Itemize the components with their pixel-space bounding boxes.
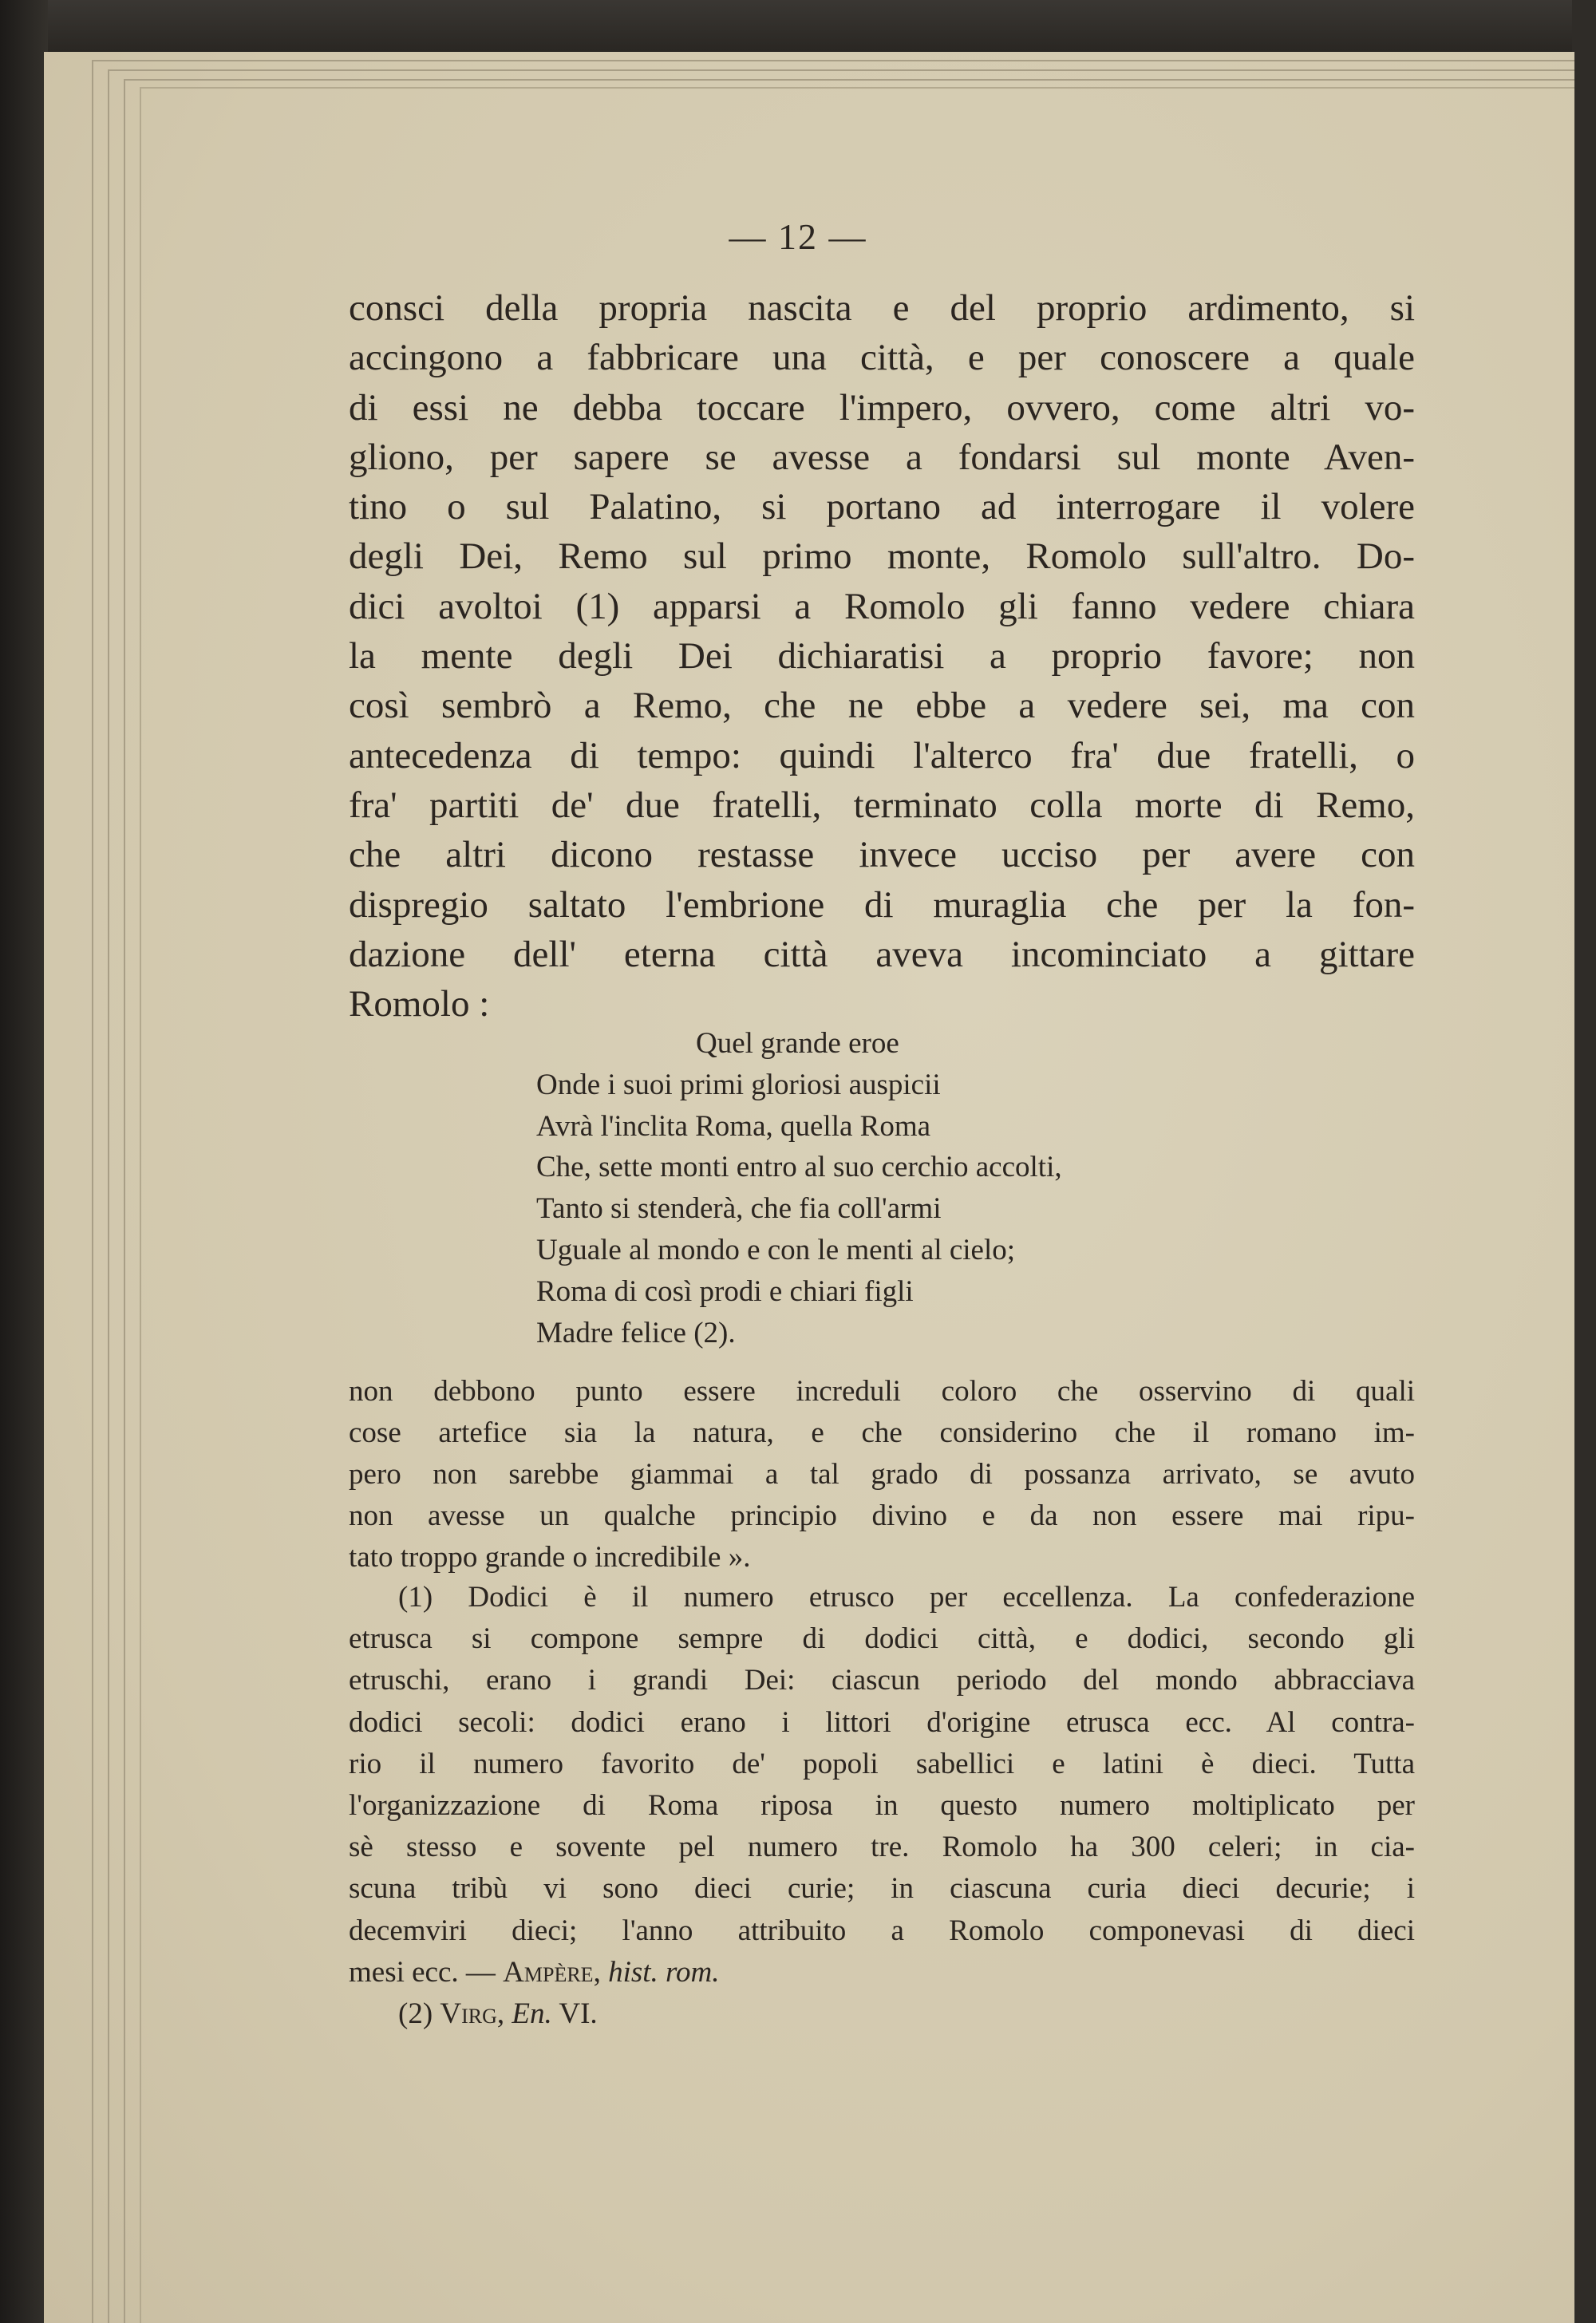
- verse-line: Uguale al mondo e con le menti al cielo;: [536, 1233, 1016, 1266]
- text-line: dazione dell' eterna città aveva incominciato a gittare: [349, 933, 1415, 975]
- verse-line: Tanto si stenderà, che fia coll'armi: [536, 1192, 942, 1226]
- book-binding-left: [0, 0, 48, 2323]
- text-line: fra' partiti de' due fratelli, terminato colla morte di Remo,: [349, 784, 1415, 826]
- page-number: — 12 —: [729, 216, 867, 257]
- citation-work: hist. rom.: [608, 1955, 720, 1989]
- text-line: di essi ne debba toccare l'impero, ovvero, come altri vo-: [349, 386, 1415, 429]
- text-line: antecedenza di tempo: quindi l'alterco fra' due fratelli, o: [349, 734, 1415, 776]
- citation-separator: ,: [593, 1955, 609, 1989]
- footnote-1-last-line: [349, 1952, 1415, 1993]
- text-line: pero non sarebbe giammai a tal grado di possanza arrivato, se avuto: [349, 1458, 1415, 1491]
- verse-line: Roma di così prodi e chiari figli: [536, 1274, 914, 1308]
- footnote-1: [349, 1577, 1415, 1952]
- citation-work: En.: [512, 1997, 552, 2031]
- verse-line: Onde i suoi primi gloriosi auspicii: [536, 1068, 941, 1101]
- text-line: non avesse un qualche principio divino e da non essere mai ripu-: [349, 1499, 1415, 1532]
- text-line: non debbono punto essere increduli coloro che osservino di quali: [349, 1375, 1415, 1408]
- text-line: accingono a fabbricare una città, e per conoscere a quale: [349, 337, 1415, 379]
- verse-line: Che, sette monti entro al suo cerchio accolti,: [536, 1151, 1062, 1184]
- citation-author: Virg: [440, 1997, 497, 2031]
- text-line: gliono, per sapere se avesse a fondarsi sul monte Aven-: [349, 436, 1415, 478]
- main-paragraph: [349, 283, 1415, 1029]
- footnote-marker: (2): [398, 1997, 440, 2031]
- footnote-line: l'organizzazione di Roma riposa in questo numero moltiplicato per: [349, 1789, 1415, 1823]
- footnote-line: decemviri dieci; l'anno attribuito a Romolo componevasi di dieci: [349, 1914, 1415, 1947]
- footnote-line: sè stesso e sovente pel numero tre. Romolo ha 300 celeri; in cia-: [349, 1831, 1415, 1864]
- citation-author: Ampère: [503, 1955, 594, 1989]
- footnote-line: etruschi, erano i grandi Dei: ciascun periodo del mondo abbracciava: [349, 1664, 1415, 1697]
- text-line: dispregio saltato l'embrione di muraglia che per la fon-: [349, 883, 1415, 926]
- book-binding-right: [1572, 0, 1596, 2323]
- footnote-2: [349, 1993, 1415, 2035]
- text-line: dici avoltoi (1) apparsi a Romolo gli fanno vedere chiara: [349, 585, 1415, 627]
- text-line: Romolo :: [349, 983, 490, 1025]
- text-line: la mente degli Dei dichiaratisi a proprio favore; non: [349, 635, 1415, 678]
- verse-quotation: [536, 1023, 1334, 1353]
- footnote-line: scuna tribù vi sono dieci curie; in ciascuna curia dieci decurie; i: [349, 1872, 1415, 1906]
- text-line: cose artefice sia la natura, e che considerino che il romano im-: [349, 1416, 1415, 1449]
- footnote-text: mesi ecc. —: [349, 1955, 504, 1989]
- footnote-line: etrusca si compone sempre di dodici città, e dodici, secondo gli: [349, 1622, 1415, 1656]
- text-line: tino o sul Palatino, si portano ad interrogare il volere: [349, 486, 1415, 528]
- verse-line: Avrà l'inclita Roma, quella Roma: [536, 1109, 931, 1143]
- continuation-paragraph: [349, 1371, 1415, 1578]
- footnote-line: dodici secoli: dodici erano i littori d'origine etrusca ecc. Al contra-: [349, 1705, 1415, 1739]
- text-line: consci della propria nascita e del proprio ardimento, si: [349, 287, 1415, 329]
- footnote-line: rio il numero favorito de' popoli sabellici e latini è dieci. Tutta: [349, 1747, 1415, 1780]
- verse-line: Madre felice (2).: [536, 1316, 736, 1349]
- verse-line: Quel grande eroe: [696, 1027, 899, 1060]
- footnotes: [349, 1577, 1415, 2035]
- text-line: tato troppo grande o incredibile ».: [349, 1541, 751, 1574]
- citation-book: VI.: [551, 1997, 598, 2031]
- citation-separator: ,: [496, 1997, 512, 2031]
- text-line: degli Dei, Remo sul primo monte, Romolo sull'altro. Do-: [349, 535, 1415, 578]
- text-line: così sembrò a Remo, che ne ebbe a vedere sei, ma con: [349, 685, 1415, 727]
- text-line: che altri dicono restasse invece ucciso per avere con: [349, 834, 1415, 876]
- footnote-line: (1) Dodici è il numero etrusco per eccellenza. La confederazione: [398, 1581, 1415, 1614]
